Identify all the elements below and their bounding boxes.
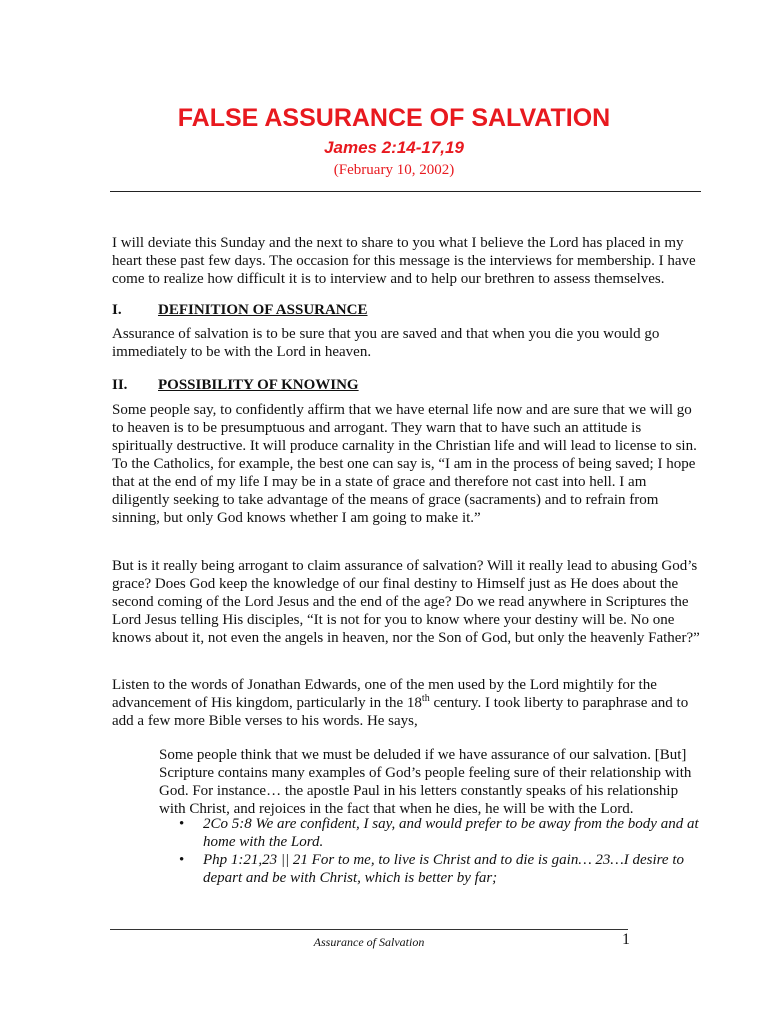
document-title: FALSE ASSURANCE OF SALVATION <box>177 104 611 132</box>
scripture-reference: James 2:14-17,19 <box>324 138 464 157</box>
list-item <box>159 815 707 851</box>
section-number: II. <box>112 377 128 393</box>
list-item <box>159 851 707 887</box>
section-title: DEFINITION OF ASSURANCE <box>158 302 368 318</box>
section-heading-definition <box>112 301 367 319</box>
bullet-icon: • <box>179 852 185 868</box>
sermon-date: (February 10, 2002) <box>333 162 455 178</box>
verse-list <box>159 815 707 887</box>
verse-text: 2Co 5:8 We are confident, I say, and would prefer to be away from the body and at home with the Lord. <box>203 816 699 850</box>
paragraph-text: century. I took liberty to paraphrase and to add a few more Bible verses to his words. He says, <box>112 695 689 729</box>
ordinal-suffix: th <box>421 693 430 704</box>
header-divider <box>110 191 701 192</box>
footer-divider <box>110 929 628 930</box>
intro-paragraph: I will deviate this Sunday and the next to share to you what I believe the Lord has placed in my heart these past few days. The occasion for this message is the interviews for membership. I have come to realize how difficult it is to interview and to help our brethren to assess themselves. <box>112 235 696 287</box>
section-heading-possibility <box>112 376 359 394</box>
definition-paragraph: Assurance of salvation is to be sure that you are saved and that when you die you would go immediately to be with the Lord in heaven. <box>112 326 660 360</box>
section-number: I. <box>112 302 122 318</box>
footer-title: Assurance of Salvation <box>313 935 425 949</box>
possibility-paragraph-3 <box>112 676 704 730</box>
section-title: POSSIBILITY OF KNOWING <box>158 377 359 393</box>
bullet-icon: • <box>179 816 185 832</box>
verse-text: Php 1:21,23 || 21 For to me, to live is Christ and to die is gain… 23…I desire to depart and be with Christ, which is better by far; <box>203 852 685 886</box>
page-number: 1 <box>622 931 630 948</box>
possibility-paragraph-1: Some people say, to confidently affirm that we have eternal life now and are sure that we will go to heaven is to be presumptuous and arrogant. They warn that to have such an attitude is spiritually destructive. It will produce carnality in the Christian life and will lead to license to sin. To the Catholics, for example, the best one can say is, “I am in the process of being saved; I hope that at the end of my life I may be in a state of grace and therefore not cast into hell. I am diligently seeking to take advantage of the means of grace (sacraments) and to refrain from sinning, but only God knows whether I am going to make it.” <box>112 402 697 526</box>
paragraph-text: Listen to the words of Jonathan Edwards, one of the men used by the Lord mightily for the advancement of His kingdom, particularly in the 18 <box>112 677 657 711</box>
possibility-paragraph-2: But is it really being arrogant to claim assurance of salvation? Will it really lead to abusing God’s grace? Does God keep the knowledge of our final destiny to Himself just as He does about the second coming of the Lord Jesus and the end of the age? Do we read anywhere in Scriptures the Lord Jesus telling His disciples, “It is not for you to know where your destiny will be. No one knows about it, not even the angels in heaven, nor the Son of God, but only the heavenly Father?” <box>112 558 700 646</box>
edwards-quote: Some people think that we must be deluded if we have assurance of our salvation. [But] Scripture contains many examples of God’s people feeling sure of their relationship with God. For instance… the apostle Paul in his letters constantly speaks of his relationship with Christ, and rejoices in the fact that when he dies, he will be with the Lord. <box>159 747 692 817</box>
